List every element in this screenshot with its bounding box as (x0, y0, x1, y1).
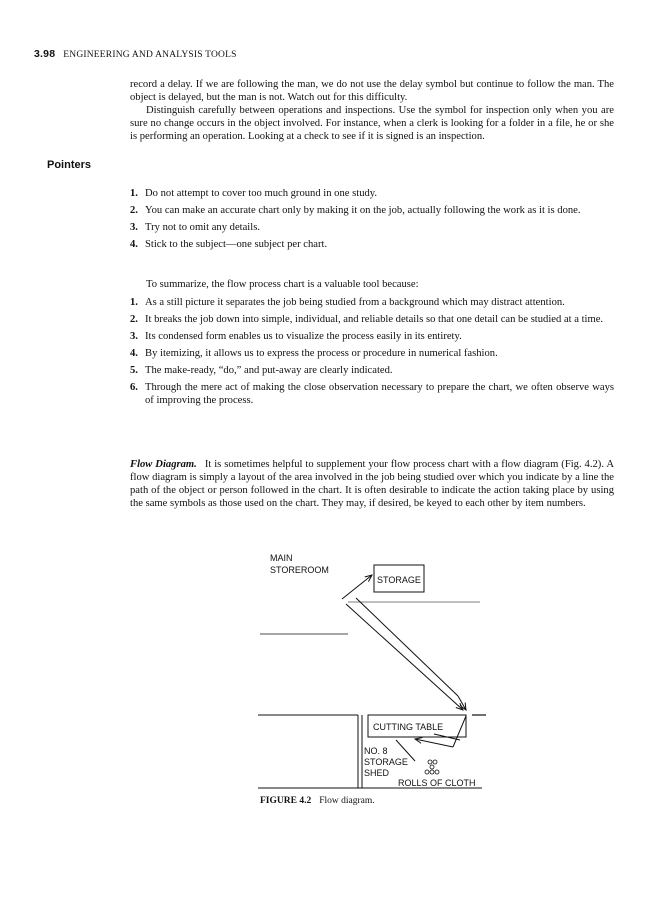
shed-label-line3: SHED (364, 768, 390, 778)
reason-item (130, 296, 614, 309)
item-text: You can make an accurate chart only by making it on the job, actually following the work as it is done. (145, 205, 581, 216)
rolls-of-cloth-icon (425, 760, 439, 774)
flow-diagram-paragraph (130, 458, 614, 510)
item-text: It breaks the job down into simple, individual, and reliable details so that one detail can be studied at a time. (145, 314, 604, 325)
item-number: 5. (130, 365, 138, 376)
main-storeroom-label-line1: MAIN (270, 553, 293, 563)
pointer-item (130, 238, 614, 251)
pointers-heading: Pointers (47, 159, 92, 171)
pointer-item (130, 221, 614, 234)
item-number: 2. (130, 205, 138, 216)
figure-caption-text: Flow diagram. (319, 796, 375, 806)
flow-diagram-drawing (250, 548, 500, 798)
item-text: By itemizing, it allows us to express the process or procedure in numerical fashion. (145, 348, 498, 359)
cutting-table-label: CUTTING TABLE (373, 722, 444, 732)
pointer-item (130, 204, 614, 217)
flow-diagram-text: It is sometimes helpful to supplement your flow process chart with a flow diagram (Fig. 4.2). A flow diagram is simply a layout of the area involved in the job being studied over which you indicate by a line the path of the object or person followed in the chart. It is often desirable to indicate the action taking place by using the same symbols as those used on the chart. They may, if desired, be keyed to each other by item numbers. (130, 459, 614, 509)
intro-paragraph-1: record a delay. If we are following the man, we do not use the delay symbol but continue to follow the man. The object is delayed, but the man is not. Watch out for this difficulty. (130, 79, 614, 103)
reason-item (130, 347, 614, 360)
intro-text (130, 78, 614, 143)
item-number: 3. (130, 222, 138, 233)
item-number: 3. (130, 331, 138, 342)
item-number: 1. (130, 188, 138, 199)
item-number: 4. (130, 239, 138, 250)
summary-intro: To summarize, the flow process chart is a valuable tool because: (146, 279, 419, 290)
flow-arrow (346, 604, 463, 710)
figure-caption (260, 796, 375, 806)
item-number: 4. (130, 348, 138, 359)
main-storeroom-label-line2: STOREROOM (270, 565, 329, 575)
flow-arrow (458, 696, 466, 710)
shed-label-line1: NO. 8 (364, 746, 388, 756)
summary-section (130, 278, 614, 411)
reason-item (130, 364, 614, 377)
intro-paragraph-2: Distinguish carefully between operations and inspections. Use the symbol for inspection only when you are sure no change occurs in the object involved. For instance, when a clerk is looking for a folder in a file, he or she is performing an operation. Looking at a check to see if it is signed is an inspection. (130, 105, 614, 142)
item-text: Stick to the subject—one subject per chart. (145, 239, 328, 250)
reason-item (130, 330, 614, 343)
item-text: As a still picture it separates the job being studied from a background which may distract attention. (145, 297, 565, 308)
item-text: Try not to omit any details. (145, 222, 260, 233)
flow-line (356, 598, 458, 696)
reason-item (130, 381, 614, 407)
shed-label-line2: STORAGE (364, 757, 408, 767)
pointers-list (130, 187, 614, 255)
running-head (34, 48, 237, 60)
item-number: 6. (130, 382, 138, 393)
item-number: 2. (130, 314, 138, 325)
item-text: Through the mere act of making the close observation necessary to prepare the chart, we often observe ways of improving the process. (145, 382, 614, 406)
page-number: 3.98 (34, 48, 56, 60)
flow-diagram-heading: Flow Diagram. (130, 459, 197, 470)
flow-arrow (415, 739, 453, 747)
item-text: Do not attempt to cover too much ground in one study. (145, 188, 378, 199)
flow-arrow (342, 575, 372, 599)
pointer-item (130, 187, 614, 200)
flow-diagram-figure (250, 548, 500, 798)
rolls-of-cloth-label: ROLLS OF CLOTH (398, 778, 476, 788)
item-text: The make-ready, “do,” and put-away are clearly indicated. (145, 365, 393, 376)
item-number: 1. (130, 297, 138, 308)
reason-item (130, 313, 614, 326)
flow-line (453, 716, 466, 747)
item-text: Its condensed form enables us to visualize the process easily in its entirety. (145, 331, 462, 342)
figure-caption-label: FIGURE 4.2 (260, 796, 312, 806)
section-title: ENGINEERING AND ANALYSIS TOOLS (63, 50, 237, 60)
storage-label: STORAGE (377, 575, 421, 585)
